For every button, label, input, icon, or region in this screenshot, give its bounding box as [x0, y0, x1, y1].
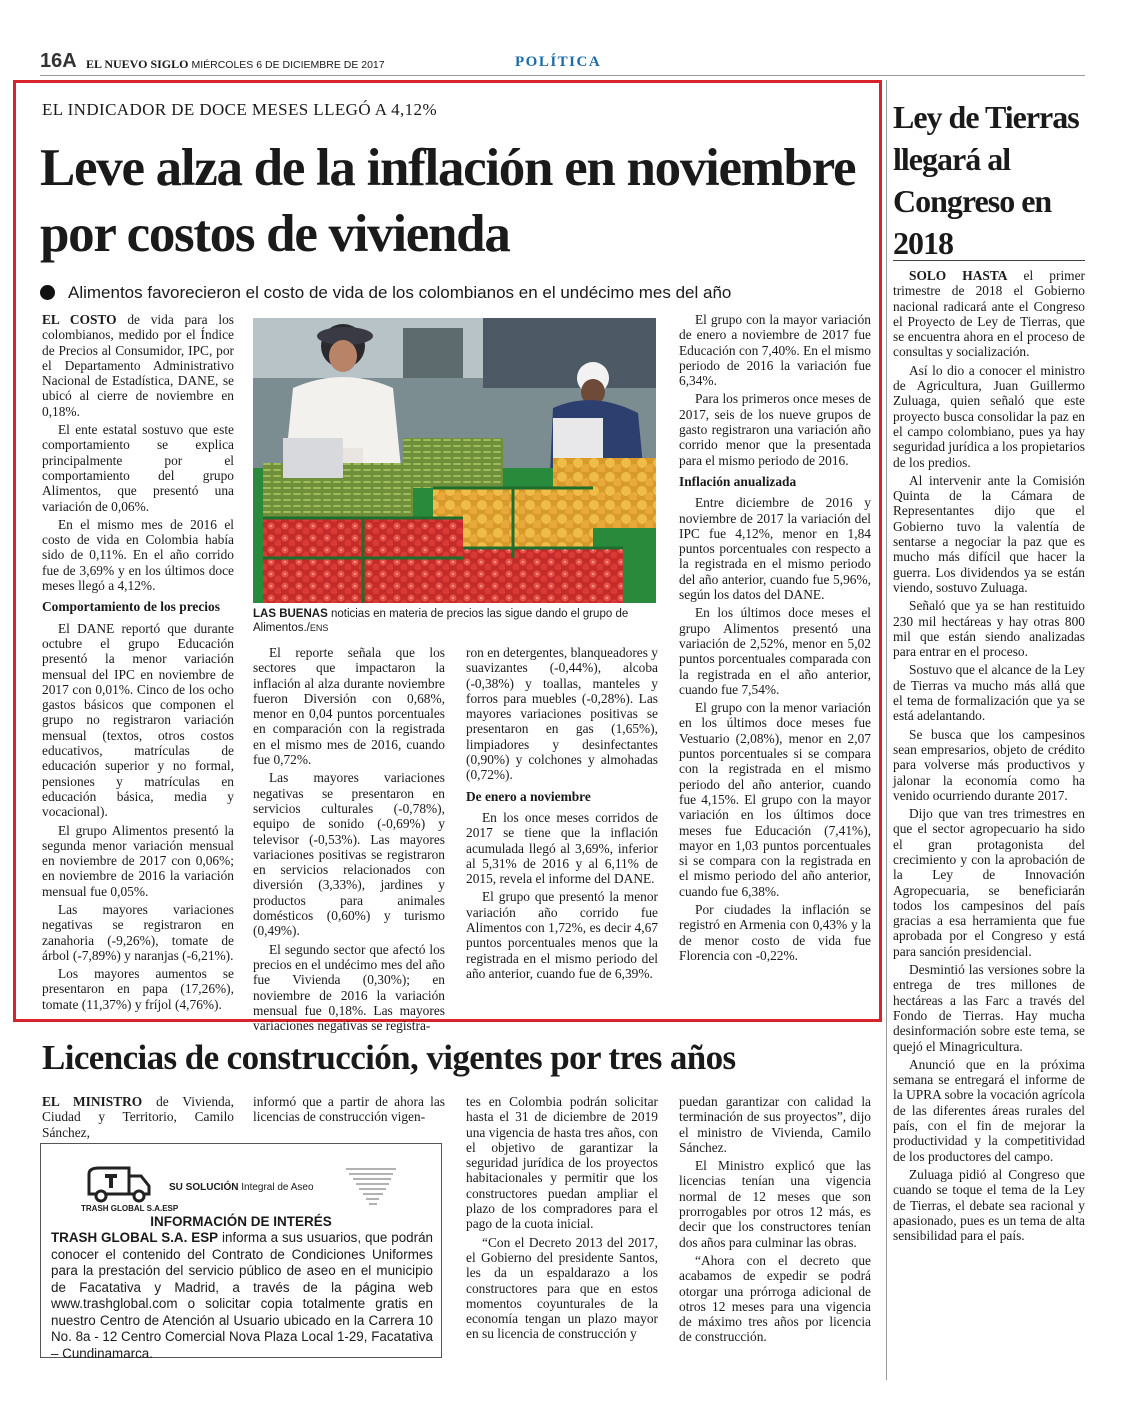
- ad-tagline: [169, 1182, 314, 1193]
- tagline-rest: Integral de Aseo: [238, 1182, 314, 1193]
- paragraph: En los últimos doce meses el grupo Alimentos presentó una variación de 2,52%, menor en 5,02 puntos porcentuales comparada con la registrada en el año anterior, cuando fue 7,54%.: [679, 605, 871, 697]
- paragraph: [42, 312, 234, 419]
- ad-title: INFORMACIÓN DE INTERÉS: [150, 1214, 332, 1229]
- photo-credit: ENS: [309, 623, 329, 633]
- paragraph: [42, 1094, 234, 1140]
- page-header: [40, 50, 1085, 76]
- sidebar-headline: Ley de Tierras llegará al Congreso en 2018: [893, 99, 1079, 261]
- paragraph: Las mayores variaciones negativas se registraron en zanahoria (-9,26%), tomate de árbol (-7,89%) y naranjas (-6,21%).: [42, 901, 234, 963]
- subheading: Comportamiento de los precios: [42, 599, 220, 615]
- paragraph: Zuluaga pidió al Congreso que cuando se toque el tema de la Ley de Tierras, el debate sea racional y apasionado, pues es un tema de alta sensibilidad para el país.: [893, 1166, 1085, 1244]
- paragraph: ron en detergentes, blanqueadores y suavizantes (-0,44%), alcoba (-0,38%) y toallas, manteles y forros para muebles (-0,28%). Las mayores variaciones positivas se presentaron en gas (1,65%), limpiadores y desinfectantes (0,90%) y colchones y almohadas (0,72%).: [466, 645, 658, 783]
- paper-name-date: [86, 57, 385, 72]
- paragraph: Desmintió las versiones sobre la entrega de tres millones de hectáreas a las Farc a través del Fondo de Tierras. Hay mucha desinformación sobre este tema, se quejó el Minagricultura.: [893, 962, 1085, 1054]
- paragraph: Dijo que van tres trimestres en que el sector agropecuario ha sido el gran protagonista del crecimiento y con la aprobación de la Ley de Innovación Agropecuaria, se beneficiarán todos los campesinos del país gracias a esa herramienta que fue aprobada por el Congreso y está para sanción presidencial.: [893, 806, 1085, 959]
- paragraph: El grupo que presentó la menor variación año corrido fue Alimentos con 1,72%, es decir 4,67 puntos porcentuales menos que la registrada en el mismo periodo del año anterior, cuando fue de 6,39%.: [466, 889, 658, 981]
- market-photo: [253, 318, 656, 603]
- issue-date: MIÉRCOLES 6 DE DICIEMBRE DE 2017: [191, 59, 385, 71]
- paragraph: Sostuvo que el alcance de la Ley de Tierras va mucho más allá que el tema de formalización que ya se está adelantando.: [893, 662, 1085, 724]
- logo-text: TRASH GLOBAL S.A.ESP: [81, 1204, 179, 1213]
- second-column-1: [42, 1094, 234, 1143]
- paragraph: El reporte señala que los sectores que impactaron la inflación al alza durante noviembre fueron Diversión con 0,68%, menor en 0,04 puntos porcentuales en comparación con la registrada en el mismo mes de 2016, cuando fue 0,72%.: [253, 645, 445, 768]
- paragraph: En los once meses corridos de 2017 se tiene que la inflación acumulada llegó al 3,69%, inferior al 5,31% de 2016 y al 6,11% de 2015, revela el informe del DANE.: [466, 809, 658, 887]
- article-headline: Leve alza de la inflación en noviembre por costos de vivienda: [40, 139, 856, 263]
- paragraph: El grupo Alimentos presentó la segunda menor variación mensual en noviembre de 2017 con 0,06%; en noviembre de 2016 la variación mensual fue 0,05%.: [42, 822, 234, 899]
- ad-company: TRASH GLOBAL S.A. ESP: [51, 1230, 219, 1245]
- article-column-3: [466, 645, 658, 984]
- paragraph: Anunció que en la próxima semana se entregará el informe de la UPRA sobre la vocación agrícola de las diferentes áreas rurales del país, con el fin de mejorar la productividad y la competitividad de los productores del campo.: [893, 1056, 1085, 1164]
- paragraph: El grupo con la mayor variación de enero a noviembre de 2017 fue Educación con 7,40%. En el mismo periodo de 2016 la variación fue 6,34%.: [679, 312, 871, 389]
- paragraph: El segundo sector que afectó los precios en el undécimo mes del año fue Vivienda (0,30%); en noviembre de 2016 la variación mensual fue 0,18%. Las mayores variaciones negativas se registra-: [253, 941, 445, 1034]
- paragraph: informó que a partir de ahora las licencias de construcción vigen-: [253, 1094, 445, 1125]
- section-title: POLÍTICA: [515, 54, 602, 70]
- lead-word: EL MINISTRO: [42, 1094, 143, 1109]
- paragraph: El ente estatal sostuvo que este comportamiento se explica principalmente por el comportamiento del grupo Alimentos, que presentó una variación de 0,06%.: [42, 422, 234, 514]
- subhead-text: Alimentos favorecieron el costo de vida de los colombianos en el undécimo mes del año: [68, 283, 732, 302]
- paragraph: Para los primeros once meses de 2017, seis de los nueve grupos de gasto registraron una variación año corrido menor que la presentada para el mismo periodo de 2016.: [679, 391, 871, 468]
- lead-word: SOLO HASTA: [909, 268, 1008, 283]
- lead-word: EL COSTO: [42, 312, 117, 327]
- paragraph: Así lo dio a conocer el ministro de Agricultura, Juan Guillermo Zuluaga, quien señaló que este proyecto busca consolidar la paz en el campo colombiano, pues ya hay seguridad jurídica a los propietarios de los predios.: [893, 362, 1085, 470]
- paragraph: [893, 268, 1085, 360]
- caption-lead: LAS BUENAS: [253, 608, 328, 620]
- paragraph: tes en Colombia podrán solicitar hasta el 31 de diciembre de 2019 una vigencia de hasta tres años, con el objetivo de garantizar la seguridad jurídica de los proyectos habitacionales y permitir que los constructores puedan ampliar el plazo de los compradores para el pago de la cuota inicial.: [466, 1094, 658, 1232]
- paragraph: Señaló que ya se han restituido 230 mil hectáreas y hay otras 800 mil que están siendo analizadas para entrar en el proceso.: [893, 598, 1085, 660]
- paragraph-text: de vida para los colombianos, medido por el Índice de Precios al Consumidor, IPC, por el Departamento Administrativo Nacional de Estadística, DANE, se ubicó al cierre de noviembre en 0,18%.: [42, 312, 234, 419]
- paragraph: Los mayores aumentos se presentaron en papa (17,26%), tomate (11,37%) y fríjol (4,76%).: [42, 966, 234, 1012]
- ad-body: [51, 1230, 433, 1362]
- paper-name: EL NUEVO SIGLO: [86, 57, 189, 71]
- tagline-bold: SU SOLUCIÓN: [169, 1182, 239, 1193]
- advertisement: [40, 1143, 442, 1361]
- paragraph: El Ministro explicó que las licencias tenían una vigencia normal de 12 meses que son prorrogables por otros 12 más, es decir que los constructores tenían dos años para culminar las obras.: [679, 1158, 871, 1250]
- paragraph-text: de Vivienda, Ciudad y Territorio, Camilo Sánchez,: [42, 1094, 235, 1140]
- paragraph: En el mismo mes de 2016 el costo de vida en Colombia había sido de 0,11%. En el año corrido fue de 3,69% y en los últimos doce meses llegó a 4,12%.: [42, 516, 234, 594]
- photo-caption: [253, 607, 656, 635]
- subheading: De enero a noviembre: [466, 788, 591, 804]
- page-number: 16A: [40, 50, 77, 72]
- ad-body-text: informa a sus usuarios, que podrán conocer el contenido del Contrato de Condiciones Uniformes para la prestación del servicio público de aseo en el municipio de Facatativa y Madrid, a través de la página web www.trashglobal.com o solicitar copia totalmente gratis en nuestro Centro de Atención al Usuario ubicado en la Carrera 10 No. 8a - 12 Centro Comercial Nova Plaza Local 1-29, Facatativa – Cundinamarca.: [51, 1230, 433, 1361]
- sidebar-rule: [893, 260, 1085, 261]
- second-column-2: [253, 1094, 445, 1128]
- caption-text: noticias en materia de precios las sigue dando el grupo de Alimentos./: [253, 608, 629, 634]
- subheading: Inflación anualizada: [679, 473, 797, 489]
- paragraph: Las mayores variaciones negativas se presentaron en servicios culturales (-0,78%), equipo de sonido (-0,69%) y televisor (-0,53%). Las mayores variaciones positivas se registraron en servicios relacionados con diversión (3,33%), jardines y productos para animales domésticos (0,60%) y turismo (0,49%).: [253, 770, 445, 939]
- paragraph: El DANE reportó que durante octubre el grupo Educación presentó la menor variación mensual del IPC en noviembre de 2017 con 0,01%. Cinco de los ocho gastos básicos que componen el grupo no registraron variación mensual (textos, otros costos educativos, matrículas de educación superior y no formal, pensiones y matrículas en educación básica, media y vocacional).: [42, 620, 234, 820]
- article-column-1: [42, 312, 234, 1015]
- paragraph: El grupo con la menor variación en los últimos doce meses fue Vestuario (2,08%), menor en 2,07 puntos porcentuales si se compara con la registrada en el mismo periodo del año anterior, cuando fue 4,15%. El grupo con la mayor variación en los últimos doce meses fue Educación (7,41%), mayor en 1,03 puntos porcentuales si se compara con la registrada en el mismo periodo del año anterior, cuando fue 6,38%.: [679, 700, 871, 899]
- bullet-icon: [40, 285, 55, 300]
- paragraph: “Con el Decreto 2013 del 2017, el Gobierno del presidente Santos, les da un espaldarazo a los constructores para que en estos momentos coyunturales de la economía tengan un plazo mayor en su licencia de construcción y: [466, 1234, 658, 1342]
- second-headline: Licencias de construcción, vigentes por tres años: [42, 1038, 736, 1077]
- paragraph: Entre diciembre de 2016 y noviembre de 2017 la variación del IPC fue 4,12%, menor en 1,84 puntos porcentuales con respecto a la registrada en el mismo periodo del año anterior, cuando fue 5,96%, según los datos del DANE.: [679, 495, 871, 603]
- article-column-2: [253, 645, 445, 1036]
- paragraph: puedan garantizar con calidad la terminación de sus proyectos”, dijo el ministro de Vivienda, Camilo Sánchez.: [679, 1094, 871, 1155]
- second-column-4: [679, 1094, 871, 1348]
- paragraph-text: el primer trimestre de 2018 el Gobierno nacional radicará ante el Congreso el Proyecto de Ley de Tierras, que se encuentra ahora en el proceso de consultas y socialización.: [893, 268, 1085, 360]
- map-graphic-icon: [341, 1159, 401, 1214]
- paragraph: “Ahora con el decreto que acabamos de expedir se podrá otorgar una prórroga adicional de otros 12 meses para una vigencia de máximo tres años por licencia de construcción.: [679, 1252, 871, 1345]
- market-photo-image: [253, 318, 656, 603]
- column-divider: [886, 80, 887, 1380]
- sidebar-column: [893, 268, 1085, 1246]
- article-subhead: [40, 283, 731, 303]
- article-kicker: EL INDICADOR DE DOCE MESES LLEGÓ A 4,12%: [42, 100, 438, 119]
- truck-logo-icon: [85, 1164, 153, 1204]
- second-column-3: [466, 1094, 658, 1345]
- article-column-4: [679, 312, 871, 966]
- paragraph: Se busca que los campesinos sean empresarios, objeto de crédito para volverse más productivos y jalonar la economía como ha venido ocurriendo durante 2017.: [893, 726, 1085, 803]
- paragraph: Por ciudades la inflación se registró en Armenia con 0,43% y la de menor costo de vida fue Florencia con -0,22%.: [679, 901, 871, 963]
- paragraph: Al intervenir ante la Comisión Quinta de la Cámara de Representantes dijo que el Gobierno tuvo la valentía de sentarse a negociar la paz que es mucho más difícil que hacer la guerra. Los dividendos ya se están viendo, sostuvo Zuluaga.: [893, 472, 1085, 595]
